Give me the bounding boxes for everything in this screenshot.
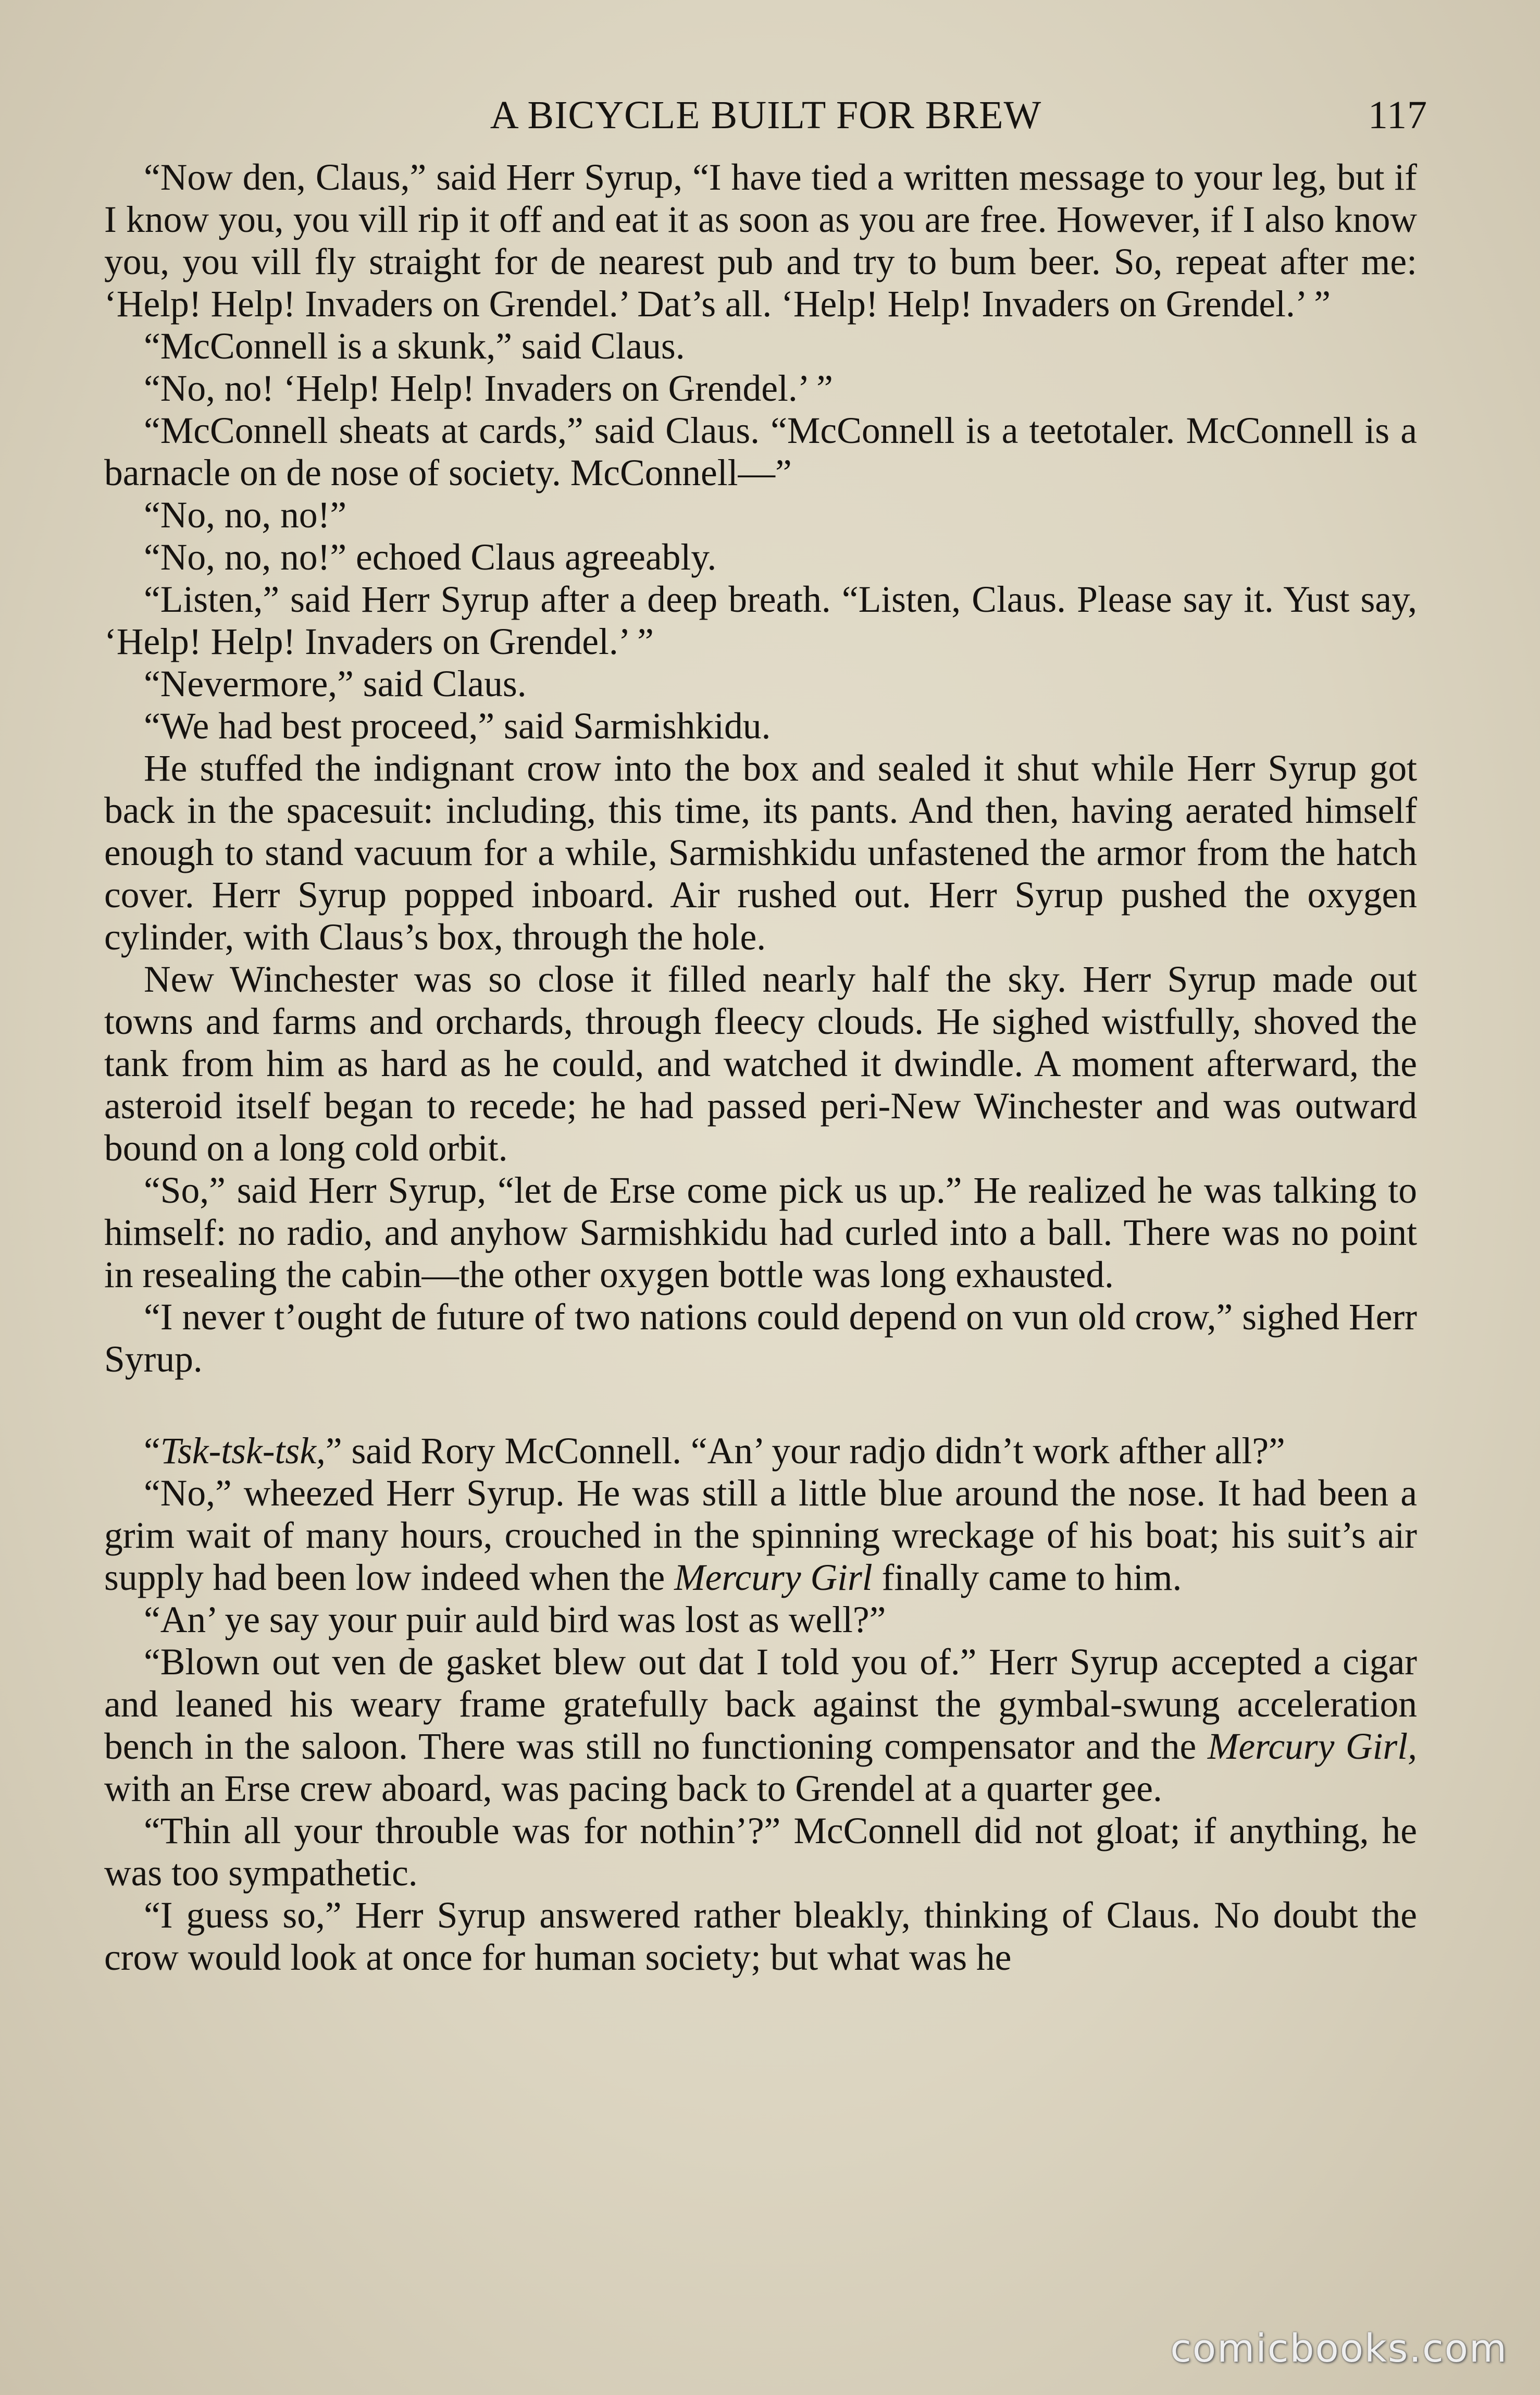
italic-text: Mercury Girl <box>674 1557 873 1598</box>
paragraph <box>104 1472 1417 1599</box>
paragraph: “No, no, no!” echoed Claus agreeably. <box>144 537 717 578</box>
paragraph: “So,” said Herr Syrup, “let de Erse come pick us up.” He realized he was talking to himself: no radio, and anyhow Sarmishkidu had curled into a ball. There was no point in resealing the cabin—the other oxygen bottle was long exhausted. <box>104 1170 1417 1295</box>
paragraph: “I never t’ought de future of two nations could depend on vun old crow,” sighed Herr Syrup. <box>104 1297 1417 1380</box>
paragraph <box>104 1641 1417 1810</box>
paragraph: “McConnell is a skunk,” said Claus. <box>144 326 685 367</box>
paragraph: “We had best proceed,” said Sarmishkidu. <box>144 706 771 747</box>
paragraph: “No, no! ‘Help! Help! Invaders on Grendel.’ ” <box>144 368 833 409</box>
paragraph: “Now den, Claus,” said Herr Syrup, “I have tied a written message to your leg, but if I know you, you vill rip it off and eat it as soon as you are free. However, if I also know you, you vill fly straight for de nearest pub and try to bum beer. So, repeat after me: ‘Help! Help! Invaders on Grendel.’ Dat’s all. ‘Help! Help! Invaders on Grendel.’ ” <box>104 157 1417 325</box>
paragraph: He stuffed the indignant crow into the box and sealed it shut while Herr Syrup got back in the spacesuit: including, this time, its pants. And then, having aerated himself enough to stand vacuum for a while, Sarmishkidu unfastened the armor from the hatch cover. Herr Syrup popped inboard. Air rushed out. Herr Syrup pushed the oxygen cylinder, with Claus’s box, through the hole. <box>104 748 1417 958</box>
watermark: comicbooks.com <box>1170 2326 1508 2371</box>
running-head <box>104 93 1427 140</box>
text-run: finally came to him. <box>872 1557 1182 1598</box>
text-run: ” said Rory McConnell. “An’ your radjo didn’t work afther all?” <box>325 1430 1285 1472</box>
paragraph: “No, no, no!” <box>144 495 347 536</box>
italic-text: Mercury Girl, <box>1207 1726 1417 1767</box>
body-text <box>104 156 1417 1979</box>
paragraph: “I guess so,” Herr Syrup answered rather bleakly, thinking of Claus. No doubt the crow would look at once for human society; but what was he <box>104 1895 1417 1978</box>
paragraph: “Listen,” said Herr Syrup after a deep breath. “Listen, Claus. Please say it. Yust say, ‘Help! Help! Invaders on Grendel.’ ” <box>104 579 1417 662</box>
paragraph: “Thin all your throuble was for nothin’?” McConnell did not gloat; if anything, he was too sympathetic. <box>104 1810 1417 1894</box>
paragraph: “Nevermore,” said Claus. <box>144 663 527 705</box>
text-run: with an Erse crew aboard, was pacing back to Grendel at a quarter gee. <box>104 1768 1162 1809</box>
text-run: “No,” wheezed Herr Syrup. He was still a little blue around the nose. It had been a grim wait of many hours, crouched in the spinning wreckage of his boat; his suit’s air supply had been low indeed when the <box>104 1473 1417 1598</box>
text-run: “ <box>144 1430 160 1472</box>
italic-text: Tsk-tsk-tsk, <box>160 1430 326 1472</box>
page-number: 117 <box>1368 93 1427 137</box>
paragraph: “McConnell sheats at cards,” said Claus. “McConnell is a teetotaler. McConnell is a barnacle on de nose of society. McConnell—” <box>104 410 1417 493</box>
paragraph: New Winchester was so close it filled nearly half the sky. Herr Syrup made out towns and farms and orchards, through fleecy clouds. He sighed wistfully, shoved the tank from him as hard as he could, and watched it dwindle. A moment afterward, the asteroid itself began to recede; he had passed peri-New Winchester and was outward bound on a long cold orbit. <box>104 959 1417 1169</box>
paragraph: “An’ ye say your puir auld bird was lost as well?” <box>144 1599 886 1640</box>
running-title: A BICYCLE BUILT FOR BREW <box>490 93 1042 137</box>
text-run: “Blown out ven de gasket blew out dat I told you of.” Herr Syrup accepted a cigar and leaned his weary frame gratefully back against the gymbal-swung acceleration bench in the saloon. There was still no functioning compensator and the <box>104 1641 1417 1767</box>
paragraph <box>104 1430 1417 1472</box>
